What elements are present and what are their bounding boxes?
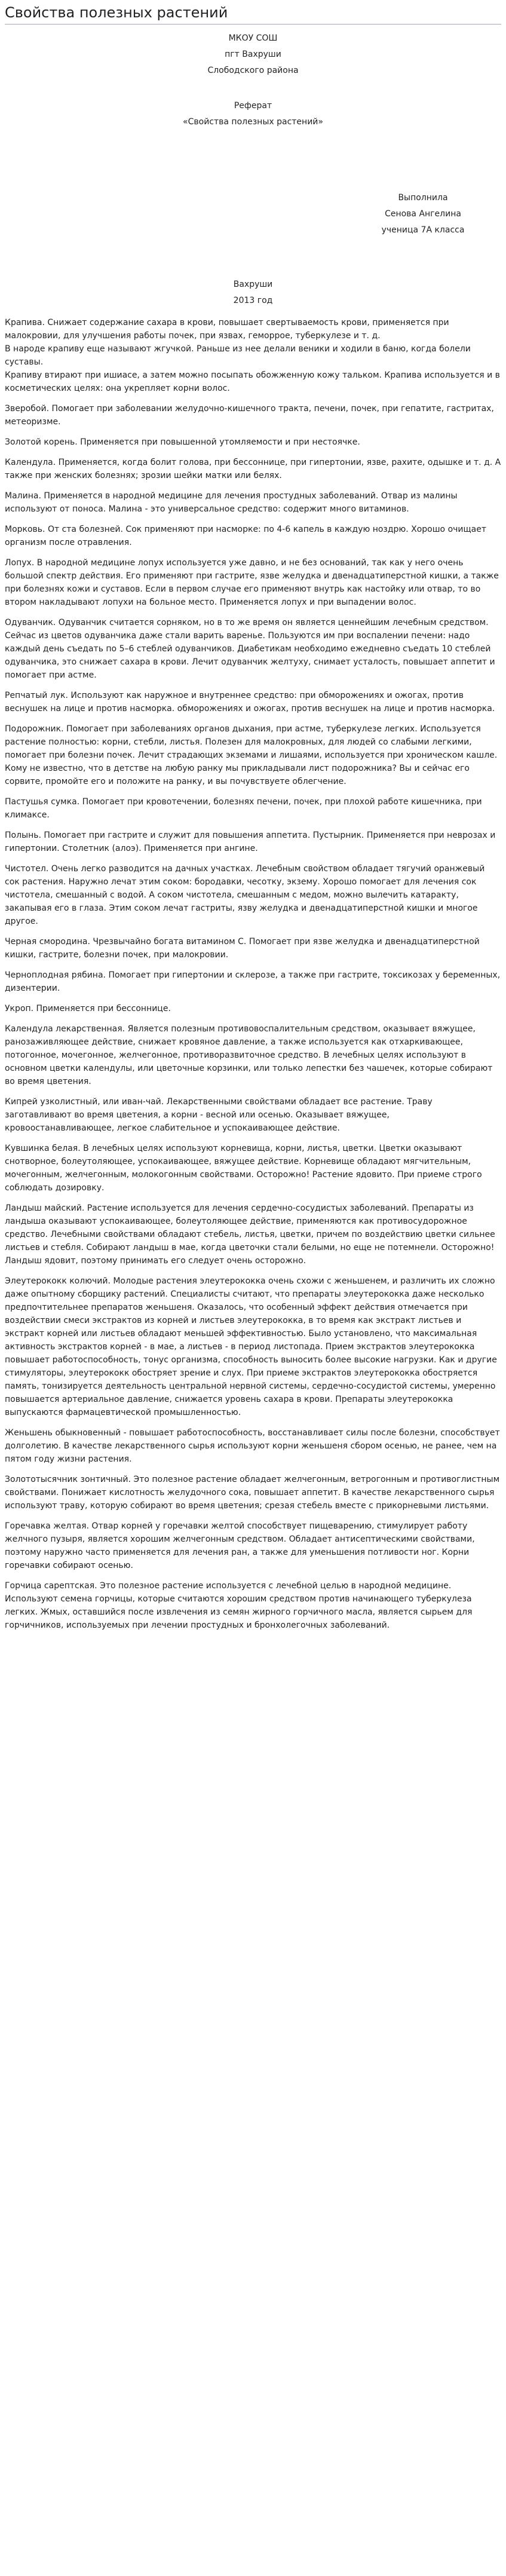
essay-topic: «Свойства полезных растений» xyxy=(183,117,323,127)
author-grade: ученица 7А класса xyxy=(381,225,465,235)
paragraph: Зверобой. Помогает при заболевании желудочно-кишечного тракта, печени, почек, при гепатите, гастритах, метеоризме. xyxy=(5,404,494,427)
city-name: Вахруши xyxy=(233,280,273,289)
paragraph: Кувшинка белая. В лечебных целях используют корневища, корни, листья, цветки. Цветки оказывают снотворное, болеутоляющее, успокаивающее, вяжущее действие. Корневище обладают мягчительным, мочегонным, желчегонным, молокогонным свойствами. Осторожно! Растение ядовито. При приеме строго соблюдать дозировку. xyxy=(5,1144,482,1193)
paragraph: Чистотел. Очень легко разводится на дачных участках. Лечебным свойством обладает тягучий оранжевый сок растения. Наружно лечат этим соком: бородавки, чесотку, экзему. Хорошо помогает для лечения сок чистотела, смешанный с водой. А соком чистотела, смешанным с медом, можно вылечить катаракту, закапывая его в глаза. Этим соком лечат гастриты, язву желудка и двенадцатиперстной кишки и многое другое. xyxy=(5,864,485,926)
school-name: МКОУ СОШ xyxy=(228,33,278,43)
paragraph: Календула. Применяется, когда болит голова, при бессоннице, при гипертонии, язве, рахите, одышке и т. д. А также при женских болезнях; зрозии шейки матки или белях. xyxy=(5,458,501,480)
paragraph: Крапива. Снижает содержание сахара в крови, повышает свертываемость крови, применяется при малокровии, для улучшения работы почек, при язвах, геморрое, туберкулезе и т. д. xyxy=(5,318,449,341)
paragraph: Календула лекарственная. Является полезным противовоспалительным средством, оказывает вяжущее, ранозаживляющее действие, снижает кровяное давление, а также используется как отхаркивающее, потогонное, мочегонное, желчегонное, противоразвиточное средство. В лечебных целях используют в основном цветки календулы, или цветочные корзинки, или только лепестки без чашечек, которые собирают во время цветения. xyxy=(5,1024,493,1086)
paragraph: Пастушья сумка. Помогает при кровотечении, болезнях печени, почек, при плохой работе кишечника, при климаксе. xyxy=(5,797,482,820)
paragraph: Золототысячник зонтичный. Это полезное растение обладает желчегонным, ветрогонным и противоглистным свойствами. Понижает кислотность желудочного сока, повышает аппетит. В качестве лекарственного сырья используют траву, которую собирают во время цветения; срезая стебель вместе с прикорневыми листьями. xyxy=(5,1475,500,1511)
paragraph: Кипрей узколистный, или иван-чай. Лекарственными свойствами обладает все растение. Траву заготавливают во время цветения, а корни - весной или осенью. Оказывает вяжущее, кровоостанавливающее, легкое слабительное и успокаивающее действие. xyxy=(5,1097,433,1133)
paragraph: Горчица сарептская. Это полезное растение используется с лечебной целью в народной медицине. Используют семена горчицы, которые считаются хорошим средством против начинающего туберкулеза легких. Жмых, оставшийся после извлечения из семян жирного горчичного масла, является сырьем для горчичников, используемых при лечении простудных и бронхолегочных заболеваний. xyxy=(5,1581,473,1630)
district-name: Слободского района xyxy=(207,66,299,75)
paragraph: Малина. Применяется в народной медицине для лечения простудных заболеваний. Отвар из малины используют от поноса. Малина - это универсальное средство: содержит много витаминов. xyxy=(5,491,458,514)
village-name: пгт Вахруши xyxy=(225,50,281,59)
paragraph: Черноплодная рябина. Помогает при гипертонии и склерозе, а также при гастрите, токсикозах у беременных, дизентерии. xyxy=(5,970,501,993)
paragraph: Элеутерококк колючий. Молодые растения элеутерококка очень схожи с женьшенем, и различить их сложно даже опытному сборщику растений. Специалисты считают, что препараты элеутерококка даже несколько предпочтительнее препаратов женьшеня. Оказалось, что особенный эффект действия отмечается при воздействии смеси экстрактов из корней и листьев элеутерококка, в то время как экстракт листьев и экстракт корней или листьев обладают меньшей эффективностью. Было установлено, что максимальная активность экстрактов корней - в мае, а листьев - в период листопада. Прием экстрактов элеутерококка повышает работоспособность, тонус организма, способность выносить более высокие нагрузки. Как и другие стимуляторы, элеутерококк обостряет зрение и слух. При приеме экстрактов элеутерококка обостряется память, тонизируется деятельность центральной нервной системы, сердечно-сосудистой системы, умеренно повышается артериальное давление, снижается уровень сахара в крови. Препараты элеутерококка выпускаются фармацевтической промышленностью. xyxy=(5,1276,497,1417)
done-by-label: Выполнила xyxy=(398,193,448,203)
paragraph: Морковь. От ста болезней. Сок применяют при насморке: по 4-6 капель в каждую ноздрю. Хорошо очищает организм после отравления. xyxy=(5,525,487,547)
paragraph: Одуванчик. Одуванчик считается сорняком, но в то же время он является ценнейшим лечебным средством. Сейчас из цветов одуванчика даже стали варить варенье. Пользуются им при воспалении печени: надо каждый день съедать по 5–6 стеблей одуванчиков. Диабетикам необходимо ежедневно съедать 10 стеблей одуванчика, это снижает сахара в крови. Лечит одуванчик желтуху, снимает усталость, повышает аппетит и помогает при астме. xyxy=(5,618,495,680)
paragraph: Горечавка желтая. Отвар корней у горечавки желтой способствует пищеварению, стимулирует работу желчного пузыря, является хорошим желчегонным средством. Обладает антисептическими свойствами, поэтому наружно часто применяется для лечения ран, а также для уменьшения потливости ног. Корни горечавки собирают осенью. xyxy=(5,1521,475,1570)
paragraph: В народе крапиву еще называют жгучкой. Раньше из нее делали веники и ходили в баню, когда болели суставы. xyxy=(5,344,471,367)
author-name: Сенова Ангелина xyxy=(385,209,461,219)
paragraph: Крапиву втирают при ишиасе, а затем можно посыпать обожженную кожу тальком. Крапива используется и в косметических целях: она укрепляет корни волос. xyxy=(5,370,500,393)
paragraph: Лопух. В народной медицине лопух используется уже давно, и не без оснований, так как у него очень большой спектр действия. Его применяют при гастрите, язве желудка и двенадцатиперстной кишки, а также при болезнях кожи и суставов. Если в первом случае его применяют внутрь как настойку или отвар, то во втором накладывают лопухи на больное место. Применяется лопух и при выпадении волос. xyxy=(5,558,499,607)
genre-label: Реферат xyxy=(234,101,272,111)
paragraph: Ландыш майский. Растение используется для лечения сердечно-сосудистых заболеваний. Препараты из ландыша оказывают успокаивающее, болеутоляющее действие, применяются как противосудорожное средство. Лечебными свойствами обладают стебель, листья, цветки, причем по воздействию цветки сильнее листьев и стебля. Собирают ландыш в мае, когда цветочки стали белыми, но еще не потемнели. Осторожно! Ландыш ядовит, поэтому принимать его следует очень осторожно. xyxy=(5,1203,495,1266)
paragraph: Женьшень обыкновенный - повышает работоспособность, восстанавливает силы после болезни, способствует долголетию. В качестве лекарственного сырья используют корни женьшеня сбором осенью, не ранее, чем на пятом году жизни растения. xyxy=(5,1428,500,1464)
page-title: Свойства полезных растений xyxy=(5,4,501,24)
paragraph: Подорожник. Помогает при заболеваниях органов дыхания, при астме, туберкулезе легких. Используется растение полностью: корни, стебли, листья. Полезен для малокровных, для людей со слабыми легкими, помогает при болезни почек. Лечит страдающих экземами и лишаями, используется при хроническом кашле. Кому не известно, что в детстве на любую ранку мы прикладывали лист подорожника? Вы и сейчас его сорвите, промойте его и положите на ранку, и вы почувствуете облегчение. xyxy=(5,724,498,786)
paragraph: Укроп. Применяется при бессоннице. xyxy=(5,1004,171,1013)
article-body xyxy=(5,316,501,1632)
paragraph: Черная смородина. Чрезвычайно богата витамином С. Помогает при язве желудка и двенадцатиперстной кишки, гастрите, болезни почек, при малокровии. xyxy=(5,937,480,960)
paragraph: Золотой корень. Применяется при повышенной утомляемости и при нестоячке. xyxy=(5,437,360,447)
paragraph: Репчатый лук. Используют как наружное и внутреннее средство: при обморожениях и ожогах, против веснушек на лице и против насморка. обморожениях и ожогах, против веснушек на лице и против насморка. xyxy=(5,691,495,713)
author-block xyxy=(342,190,504,238)
paragraph: Полынь. Помогает при гастрите и служит для повышения аппетита. Пустырник. Применяется при неврозах и гипертонии. Столетник (алоэ). Применяется при ангине. xyxy=(5,831,496,853)
year-label: 2013 год xyxy=(233,296,273,305)
